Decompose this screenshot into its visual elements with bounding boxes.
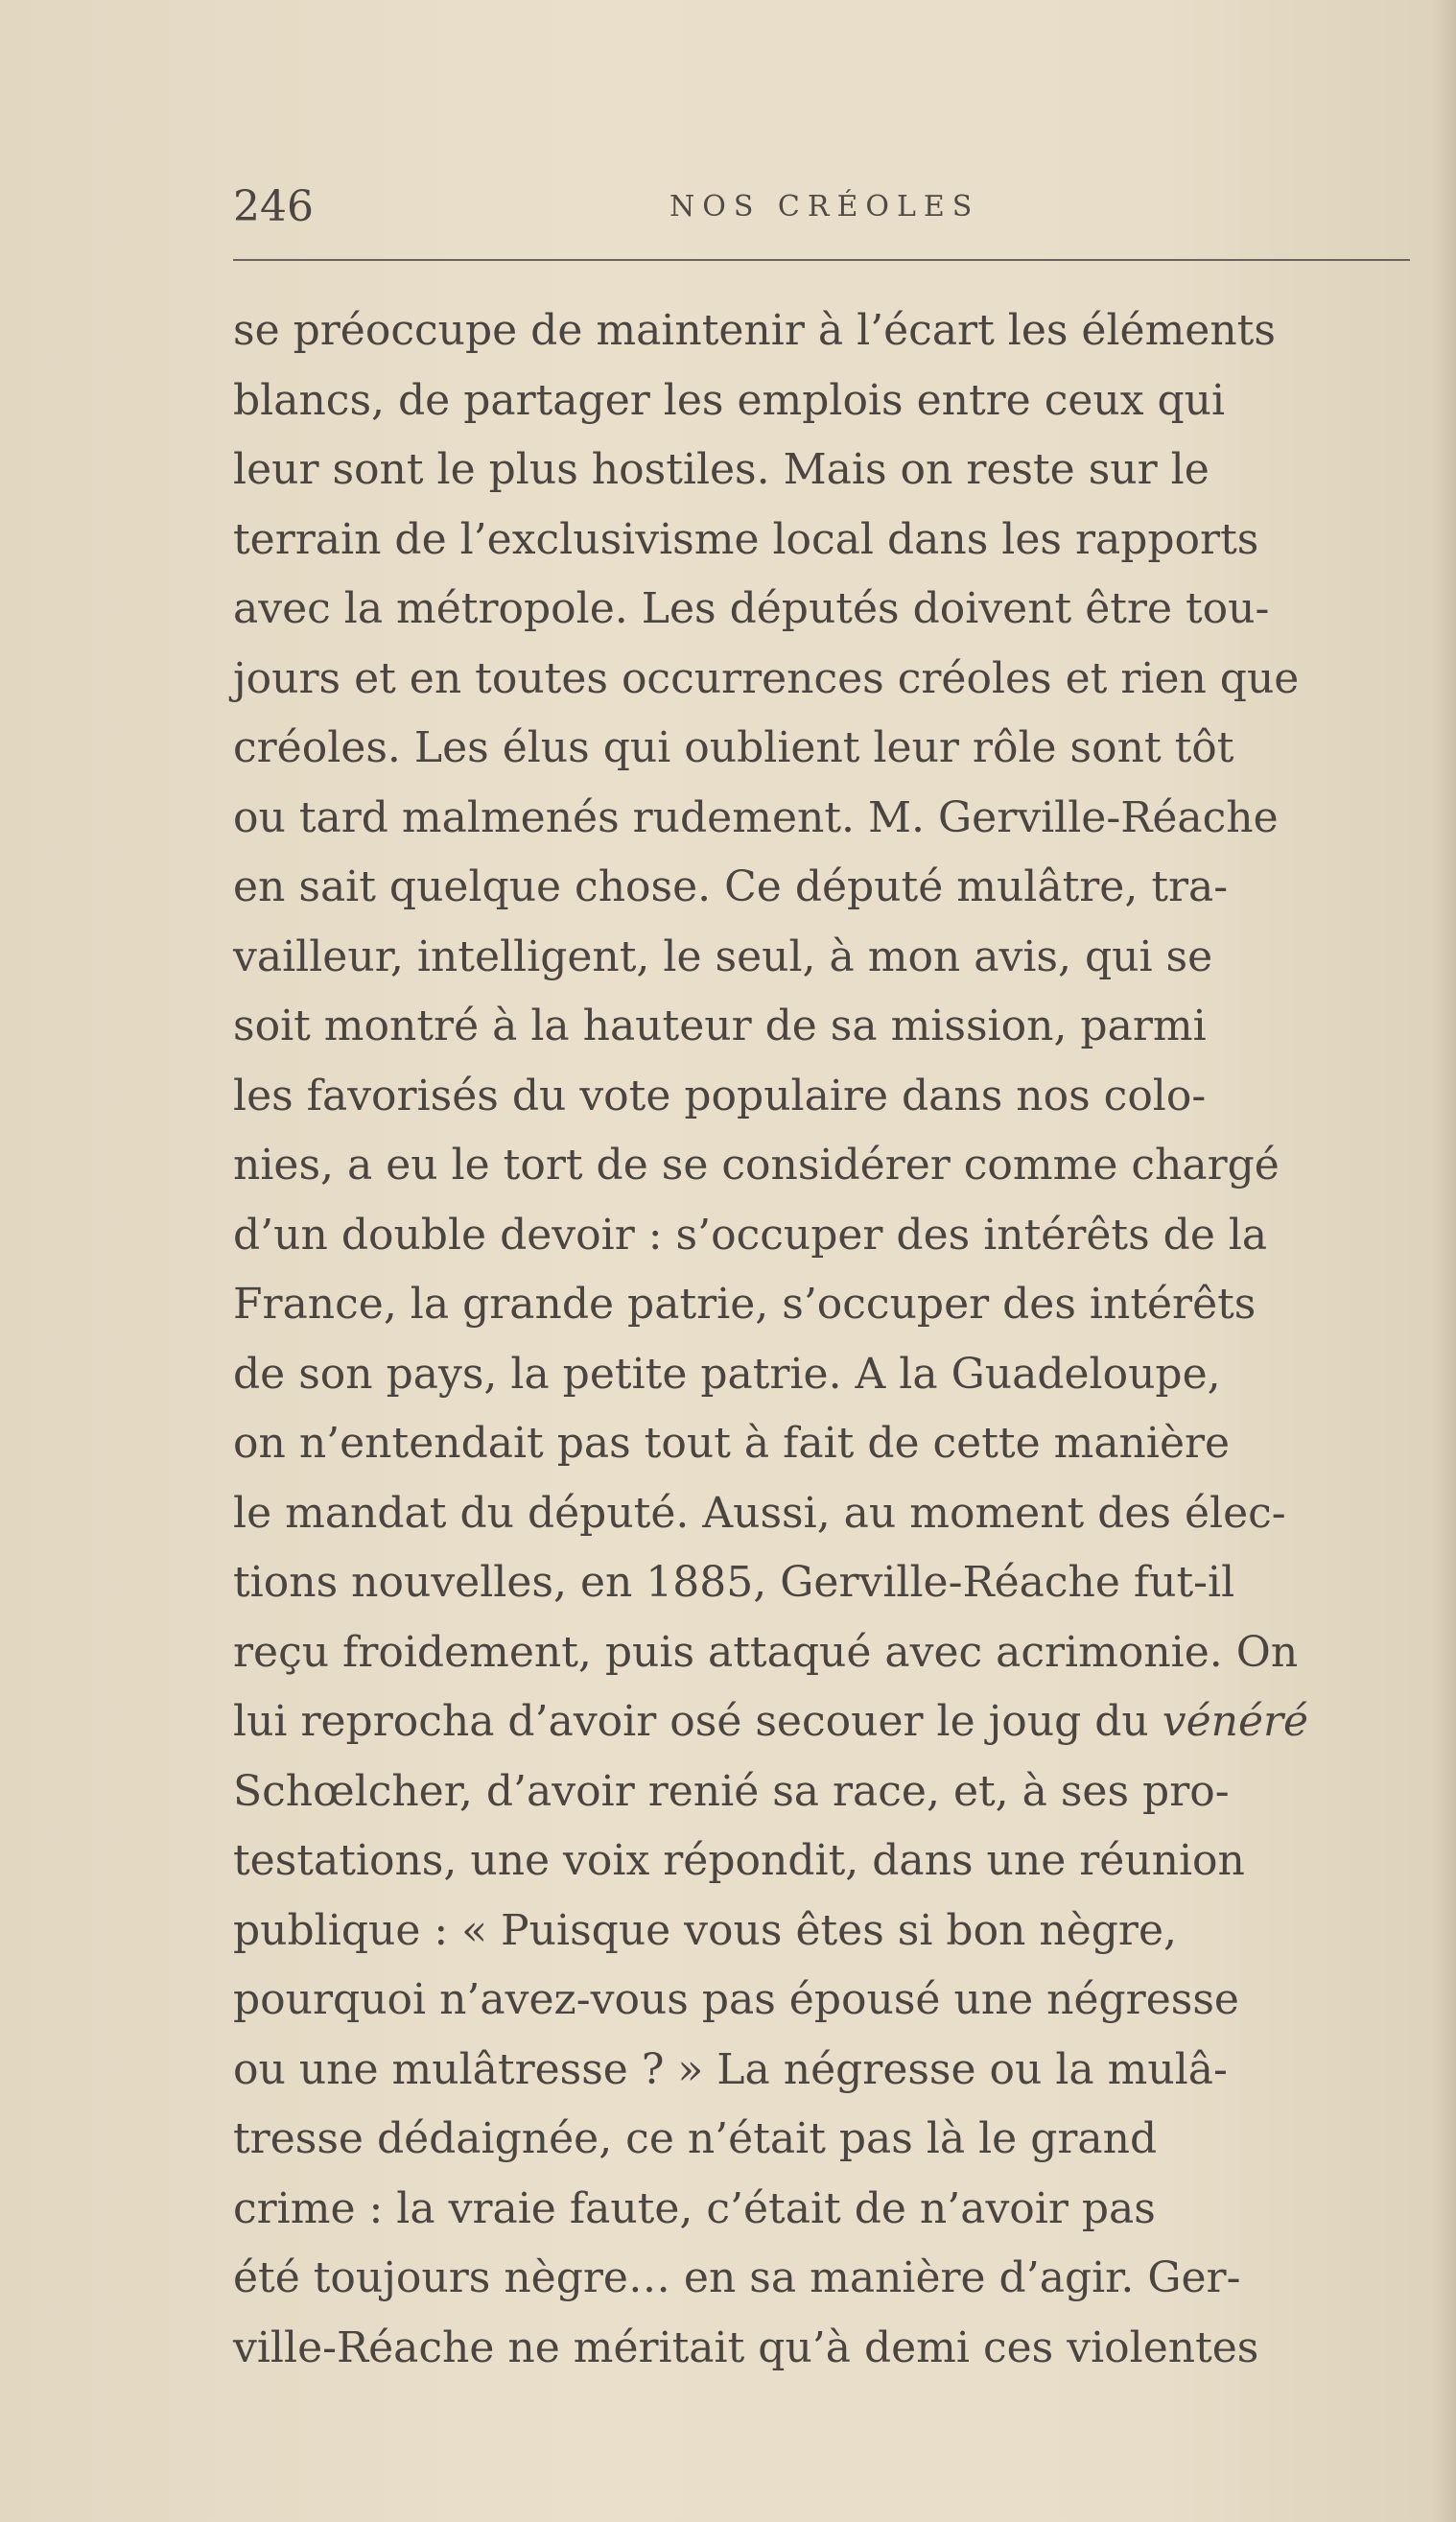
text-line: blancs, de partager les emplois entre ceux qui [233, 375, 1226, 425]
text-line: en sait quelque chose. Ce député mulâtre, tra- [233, 862, 1229, 911]
italic-word: vénéré [1162, 1697, 1309, 1746]
text-line: ville-Réache ne méritait qu’à demi ces violentes [233, 2322, 1259, 2372]
text-line: leur sont le plus hostiles. Mais on reste sur le [233, 445, 1209, 494]
text-line: publique : « Puisque vous êtes si bon nègre, [233, 1905, 1177, 1955]
text-line: se préoccupe de maintenir à l’écart les éléments [233, 306, 1276, 355]
text-line: tresse dédaignée, ce n’était pas là le grand [233, 2114, 1158, 2163]
text-line: soit montré à la hauteur de sa mission, parmi [233, 1002, 1207, 1050]
text-line: crime : la vraie faute, c’était de n’avoir pas [233, 2183, 1156, 2233]
text-line: reçu froidement, puis attaqué avec acrimonie. On [233, 1627, 1299, 1677]
text-line: le mandat du député. Aussi, au moment des élec- [233, 1488, 1286, 1538]
text-line: d’un double devoir : s’occuper des intérêts de la [233, 1210, 1268, 1260]
text-line: tions nouvelles, en 1885, Gerville-Réache fut-il [233, 1558, 1235, 1607]
text-line: avec la métropole. Les députés doivent être tou- [233, 584, 1270, 633]
text-line-start: lui reprocha d’avoir osé secouer le joug du [233, 1697, 1162, 1746]
text-line: France, la grande patrie, s’occuper des intérêts [233, 1280, 1256, 1329]
running-title: NOS CRÉOLES [669, 190, 980, 224]
body-text [233, 296, 1432, 2383]
text-line: terrain de l’exclusivisme local dans les rapports [233, 514, 1259, 564]
text-line: jours et en toutes occurrences créoles et rien que [233, 653, 1300, 703]
text-line: ou une mulâtresse ? » La négresse ou la mulâ- [233, 2044, 1228, 2094]
text-line: vailleur, intelligent, le seul, à mon avis, qui se [233, 931, 1213, 981]
text-line: on n’entendait pas tout à fait de cette manière [233, 1419, 1231, 1468]
text-line: les favorisés du vote populaire dans nos colo- [233, 1071, 1207, 1120]
text-line [233, 1687, 1432, 1757]
text-line: ou tard malmenés rudement. M. Gerville-Réache [233, 792, 1279, 842]
text-line: nies, a eu le tort de se considérer comme chargé [233, 1141, 1280, 1190]
text-line: pourquoi n’avez-vous pas épousé une négresse [233, 1975, 1239, 2024]
page-number: 246 [233, 182, 314, 231]
text-line: créoles. Les élus qui oublient leur rôle sont tôt [233, 723, 1234, 772]
text-line: testations, une voix répondit, dans une réunion [233, 1836, 1245, 1885]
page-header [233, 182, 1410, 240]
text-line: de son pays, la petite patrie. A la Guadeloupe, [233, 1349, 1221, 1399]
text-line: été toujours nègre… en sa manière d’agir. Ger- [233, 2253, 1241, 2302]
header-rule [233, 259, 1410, 261]
text-line: Schœlcher, d’avoir renié sa race, et, à ses pro- [233, 1766, 1230, 1816]
